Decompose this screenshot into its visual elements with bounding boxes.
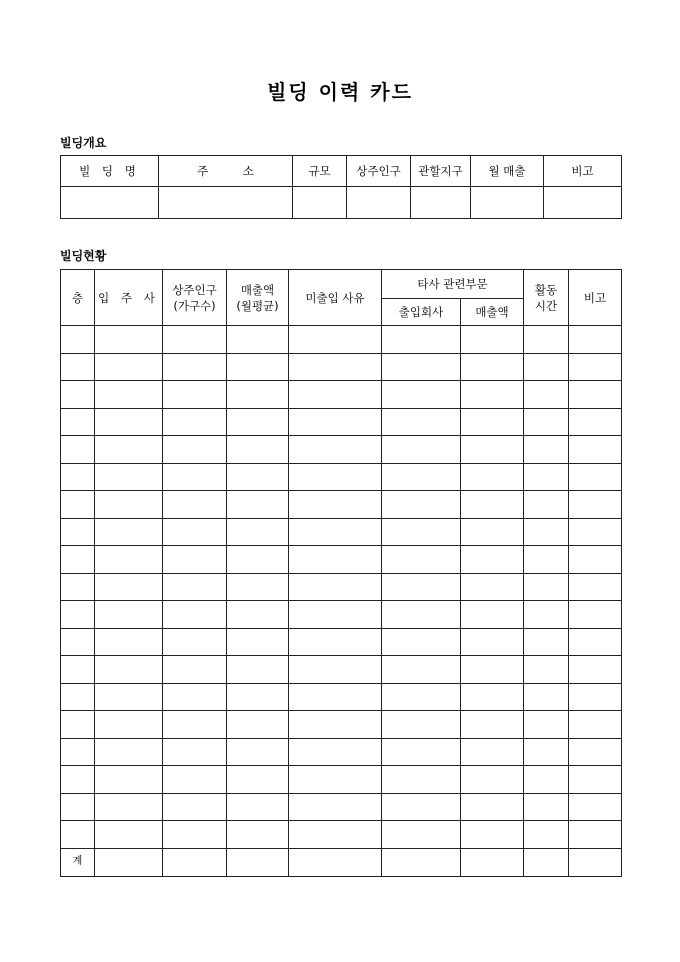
table-cell[interactable] (382, 766, 461, 794)
table-cell[interactable] (289, 381, 382, 409)
table-cell[interactable] (569, 628, 622, 656)
status-header-sales-line2: (월평균) (236, 298, 279, 313)
table-cell[interactable] (461, 326, 524, 354)
status-total-cell[interactable] (569, 848, 622, 876)
table-cell[interactable] (61, 326, 95, 354)
table-cell[interactable] (289, 491, 382, 519)
document-title: 빌딩 이력 카드 (267, 80, 413, 104)
table-cell[interactable] (163, 628, 227, 656)
table-cell[interactable] (524, 491, 569, 519)
table-cell[interactable] (95, 573, 163, 601)
table-cell[interactable] (289, 463, 382, 491)
table-cell[interactable] (61, 683, 95, 711)
table-cell[interactable] (289, 353, 382, 381)
overview-header-scale: 규모 (293, 156, 347, 187)
table-cell[interactable] (227, 601, 289, 629)
table-cell[interactable] (61, 381, 95, 409)
status-header-activity-time (524, 270, 569, 326)
status-header-entry-company: 출입회사 (382, 299, 461, 326)
table-cell[interactable] (163, 326, 227, 354)
overview-header-row (61, 156, 622, 187)
table-cell[interactable] (227, 821, 289, 849)
overview-header-resident-population: 상주인구 (347, 156, 411, 187)
table-cell[interactable] (382, 711, 461, 739)
table-row (61, 518, 622, 546)
overview-cell-resident-population[interactable] (347, 187, 411, 219)
table-cell[interactable] (289, 711, 382, 739)
table-cell[interactable] (569, 436, 622, 464)
table-cell[interactable] (61, 436, 95, 464)
status-header-no-entry-reason: 미출입 사유 (289, 270, 382, 326)
table-cell[interactable] (61, 408, 95, 436)
table-cell[interactable] (382, 546, 461, 574)
table-cell[interactable] (569, 821, 622, 849)
table-cell[interactable] (569, 766, 622, 794)
table-cell[interactable] (524, 766, 569, 794)
status-total-cell[interactable] (227, 848, 289, 876)
table-cell[interactable] (382, 738, 461, 766)
table-cell[interactable] (61, 546, 95, 574)
section-label-status: 빌딩현황 (60, 249, 107, 263)
table-cell[interactable] (524, 353, 569, 381)
table-row (61, 491, 622, 519)
table-cell[interactable] (524, 738, 569, 766)
status-header-population-line1: 상주인구 (172, 282, 217, 297)
table-cell[interactable] (382, 353, 461, 381)
table-cell[interactable] (524, 463, 569, 491)
table-cell[interactable] (461, 381, 524, 409)
table-cell[interactable] (461, 436, 524, 464)
table-cell[interactable] (569, 353, 622, 381)
table-cell[interactable] (61, 793, 95, 821)
table-cell[interactable] (163, 546, 227, 574)
table-cell[interactable] (382, 518, 461, 546)
table-cell[interactable] (163, 491, 227, 519)
table-cell[interactable] (227, 573, 289, 601)
table-cell[interactable] (382, 628, 461, 656)
table-cell[interactable] (569, 738, 622, 766)
table-cell[interactable] (289, 326, 382, 354)
table-cell[interactable] (61, 573, 95, 601)
table-cell[interactable] (163, 793, 227, 821)
table-cell[interactable] (227, 408, 289, 436)
overview-cell-building-name[interactable] (61, 187, 159, 219)
table-row (61, 546, 622, 574)
table-cell[interactable] (524, 436, 569, 464)
table-cell[interactable] (95, 353, 163, 381)
table-cell[interactable] (524, 711, 569, 739)
table-cell[interactable] (461, 408, 524, 436)
table-cell[interactable] (569, 683, 622, 711)
table-cell[interactable] (227, 326, 289, 354)
table-cell[interactable] (95, 518, 163, 546)
status-total-cell[interactable] (95, 848, 163, 876)
table-cell[interactable] (569, 408, 622, 436)
table-cell[interactable] (461, 766, 524, 794)
table-cell[interactable] (461, 463, 524, 491)
table-cell[interactable] (524, 628, 569, 656)
table-row (61, 683, 622, 711)
table-cell[interactable] (61, 491, 95, 519)
table-cell[interactable] (95, 738, 163, 766)
table-cell[interactable] (95, 821, 163, 849)
table-cell[interactable] (163, 408, 227, 436)
table-cell[interactable] (163, 683, 227, 711)
table-row (61, 601, 622, 629)
overview-cell-note[interactable] (544, 187, 622, 219)
status-header-other-company: 타사 관련부문 (382, 270, 524, 299)
table-cell[interactable] (163, 381, 227, 409)
table-cell[interactable] (227, 766, 289, 794)
table-cell[interactable] (95, 491, 163, 519)
table-cell[interactable] (61, 628, 95, 656)
table-cell[interactable] (289, 518, 382, 546)
table-cell[interactable] (382, 491, 461, 519)
table-cell[interactable] (569, 656, 622, 684)
table-cell[interactable] (95, 793, 163, 821)
table-cell[interactable] (61, 711, 95, 739)
table-cell[interactable] (289, 821, 382, 849)
table-cell[interactable] (163, 518, 227, 546)
table-cell[interactable] (163, 436, 227, 464)
table-cell[interactable] (95, 711, 163, 739)
section-label-overview: 빌딩개요 (60, 136, 107, 150)
table-cell[interactable] (524, 408, 569, 436)
overview-cell-district[interactable] (411, 187, 471, 219)
table-cell[interactable] (461, 518, 524, 546)
overview-table (60, 155, 622, 219)
table-cell[interactable] (382, 793, 461, 821)
status-header-population-line2: (가구수) (173, 298, 216, 313)
overview-header-note: 비고 (544, 156, 622, 187)
table-cell[interactable] (382, 436, 461, 464)
table-row (61, 353, 622, 381)
table-cell[interactable] (95, 436, 163, 464)
table-cell[interactable] (382, 821, 461, 849)
table-cell[interactable] (382, 463, 461, 491)
table-cell[interactable] (95, 656, 163, 684)
table-cell[interactable] (461, 793, 524, 821)
status-header-population (163, 270, 227, 326)
table-cell[interactable] (61, 463, 95, 491)
table-cell[interactable] (227, 628, 289, 656)
table-cell[interactable] (289, 793, 382, 821)
status-total-label: 계 (61, 848, 95, 876)
table-cell[interactable] (95, 628, 163, 656)
overview-header-address: 주 소 (159, 156, 293, 187)
table-cell[interactable] (61, 656, 95, 684)
table-row (61, 408, 622, 436)
overview-cell-scale[interactable] (293, 187, 347, 219)
table-row (61, 821, 622, 849)
overview-header-building-name: 빌 딩 명 (61, 156, 159, 187)
table-cell[interactable] (461, 353, 524, 381)
table-cell[interactable] (524, 821, 569, 849)
table-cell[interactable] (227, 436, 289, 464)
table-cell[interactable] (569, 518, 622, 546)
table-cell[interactable] (524, 656, 569, 684)
table-cell[interactable] (569, 793, 622, 821)
overview-header-district: 관할지구 (411, 156, 471, 187)
table-row (61, 738, 622, 766)
table-row (61, 573, 622, 601)
status-header-other-sales: 매출액 (461, 299, 524, 326)
table-cell[interactable] (461, 821, 524, 849)
table-cell[interactable] (461, 491, 524, 519)
table-cell[interactable] (227, 656, 289, 684)
table-cell[interactable] (524, 601, 569, 629)
status-total-cell[interactable] (163, 848, 227, 876)
table-row (61, 326, 622, 354)
table-cell[interactable] (382, 601, 461, 629)
table-cell[interactable] (461, 628, 524, 656)
table-cell[interactable] (461, 573, 524, 601)
table-cell[interactable] (289, 683, 382, 711)
table-cell[interactable] (569, 491, 622, 519)
overview-cell-monthly-sales[interactable] (471, 187, 544, 219)
table-cell[interactable] (382, 381, 461, 409)
table-cell[interactable] (382, 408, 461, 436)
table-cell[interactable] (227, 518, 289, 546)
table-cell[interactable] (227, 683, 289, 711)
table-cell[interactable] (569, 601, 622, 629)
status-header-sales (227, 270, 289, 326)
table-cell[interactable] (163, 656, 227, 684)
table-cell[interactable] (95, 766, 163, 794)
table-cell[interactable] (227, 793, 289, 821)
overview-cell-address[interactable] (159, 187, 293, 219)
table-cell[interactable] (61, 353, 95, 381)
table-cell[interactable] (461, 738, 524, 766)
table-cell[interactable] (524, 683, 569, 711)
table-cell[interactable] (61, 738, 95, 766)
status-header-activity-line1: 활동 (534, 282, 558, 297)
status-header-activity-line2: 시간 (534, 298, 558, 313)
table-cell[interactable] (95, 683, 163, 711)
table-cell[interactable] (61, 601, 95, 629)
table-cell[interactable] (524, 326, 569, 354)
table-cell[interactable] (95, 408, 163, 436)
table-cell[interactable] (163, 573, 227, 601)
table-row (61, 463, 622, 491)
table-cell[interactable] (61, 766, 95, 794)
status-total-cell[interactable] (524, 848, 569, 876)
table-cell[interactable] (227, 491, 289, 519)
table-cell[interactable] (461, 711, 524, 739)
table-cell[interactable] (227, 381, 289, 409)
table-cell[interactable] (163, 601, 227, 629)
table-cell[interactable] (569, 546, 622, 574)
status-total-cell[interactable] (461, 848, 524, 876)
table-cell[interactable] (163, 463, 227, 491)
table-cell[interactable] (163, 766, 227, 794)
overview-input-row (61, 187, 622, 219)
status-total-row (61, 848, 622, 876)
table-cell[interactable] (461, 683, 524, 711)
table-cell[interactable] (461, 601, 524, 629)
table-cell[interactable] (227, 546, 289, 574)
table-cell[interactable] (569, 573, 622, 601)
table-cell[interactable] (227, 711, 289, 739)
table-row (61, 711, 622, 739)
table-cell[interactable] (61, 518, 95, 546)
table-cell[interactable] (163, 711, 227, 739)
table-row (61, 381, 622, 409)
table-cell[interactable] (569, 711, 622, 739)
table-cell[interactable] (461, 546, 524, 574)
status-total-cell[interactable] (382, 848, 461, 876)
table-cell[interactable] (95, 546, 163, 574)
table-cell[interactable] (524, 793, 569, 821)
table-cell[interactable] (289, 628, 382, 656)
table-cell[interactable] (289, 601, 382, 629)
table-cell[interactable] (569, 381, 622, 409)
status-header-row-1 (61, 270, 622, 299)
overview-header-monthly-sales: 월 매출 (471, 156, 544, 187)
status-total-cell[interactable] (289, 848, 382, 876)
table-cell[interactable] (289, 738, 382, 766)
table-cell[interactable] (289, 656, 382, 684)
table-cell[interactable] (524, 573, 569, 601)
table-cell[interactable] (289, 766, 382, 794)
table-row (61, 436, 622, 464)
table-cell[interactable] (61, 821, 95, 849)
status-header-note: 비고 (569, 270, 622, 326)
table-cell[interactable] (163, 738, 227, 766)
table-cell[interactable] (524, 518, 569, 546)
table-cell[interactable] (95, 326, 163, 354)
status-table (60, 269, 622, 877)
table-cell[interactable] (95, 463, 163, 491)
table-row (61, 793, 622, 821)
table-row (61, 628, 622, 656)
table-cell[interactable] (569, 463, 622, 491)
table-cell[interactable] (569, 326, 622, 354)
table-cell[interactable] (289, 546, 382, 574)
status-header-sales-line1: 매출액 (240, 282, 275, 297)
status-header-floor: 층 (61, 270, 95, 326)
table-cell[interactable] (227, 463, 289, 491)
table-cell[interactable] (382, 573, 461, 601)
table-cell[interactable] (289, 408, 382, 436)
table-cell[interactable] (163, 353, 227, 381)
table-cell[interactable] (461, 656, 524, 684)
table-cell[interactable] (382, 326, 461, 354)
status-header-tenant: 입 주 사 (95, 270, 163, 326)
table-cell[interactable] (382, 683, 461, 711)
table-cell[interactable] (163, 821, 227, 849)
table-cell[interactable] (227, 738, 289, 766)
table-cell[interactable] (524, 381, 569, 409)
table-row (61, 766, 622, 794)
table-cell[interactable] (95, 601, 163, 629)
table-cell[interactable] (289, 573, 382, 601)
table-cell[interactable] (524, 546, 569, 574)
table-cell[interactable] (227, 353, 289, 381)
table-cell[interactable] (289, 436, 382, 464)
table-row (61, 656, 622, 684)
table-cell[interactable] (382, 656, 461, 684)
table-cell[interactable] (95, 381, 163, 409)
